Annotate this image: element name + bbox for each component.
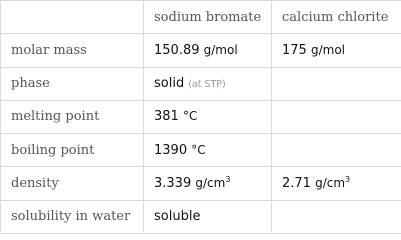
value-unit [195, 176, 230, 190]
table-row-melting-point [1, 100, 401, 133]
value-number: 150.89 [154, 42, 200, 58]
unit-exponent: 3 [225, 175, 231, 185]
value-unit: g/mol [310, 42, 345, 57]
value-cell [144, 67, 272, 100]
column-header-sodium-bromate: sodium bromate [144, 1, 272, 34]
row-label: phase [1, 67, 144, 100]
table-row-phase [1, 67, 401, 100]
value-text: soluble [154, 209, 201, 225]
empty-cell [272, 67, 401, 100]
table-row-density [1, 167, 401, 200]
row-label: solubility in water [1, 200, 144, 233]
value-number: 1390 [154, 142, 188, 158]
row-label: molar mass [1, 34, 144, 67]
value-number: 3.339 [154, 176, 192, 192]
table-row-solubility-in-water [1, 200, 401, 233]
value-number: 2.71 [282, 176, 311, 192]
row-label: density [1, 167, 144, 200]
row-label: melting point [1, 100, 144, 133]
table-row-molar-mass [1, 34, 401, 67]
empty-cell [272, 100, 401, 133]
value-cell [272, 34, 401, 67]
unit-base: g/cm [195, 176, 226, 191]
value-unit: g/mol [203, 42, 238, 57]
value-cell [144, 134, 272, 167]
value-cell [144, 200, 272, 233]
header-row [1, 1, 401, 34]
value-number: 175 [282, 42, 307, 58]
unit-exponent: 3 [345, 175, 351, 185]
value-unit [315, 176, 350, 190]
unit-base: g/cm [315, 176, 346, 191]
corner-cell [1, 1, 144, 34]
value-cell [144, 34, 272, 67]
empty-cell [272, 134, 401, 167]
value-unit: °C [191, 142, 206, 157]
value-note: (at STP) [188, 79, 226, 91]
value-text: solid [154, 76, 185, 92]
table-row-boiling-point [1, 134, 401, 167]
value-cell [144, 167, 272, 200]
empty-cell [272, 200, 401, 233]
value-cell [144, 100, 272, 133]
value-cell [272, 167, 401, 200]
row-label: boiling point [1, 134, 144, 167]
column-header-calcium-chlorite: calcium chlorite [272, 1, 401, 34]
value-number: 381 [154, 109, 179, 125]
value-unit: °C [182, 109, 198, 124]
